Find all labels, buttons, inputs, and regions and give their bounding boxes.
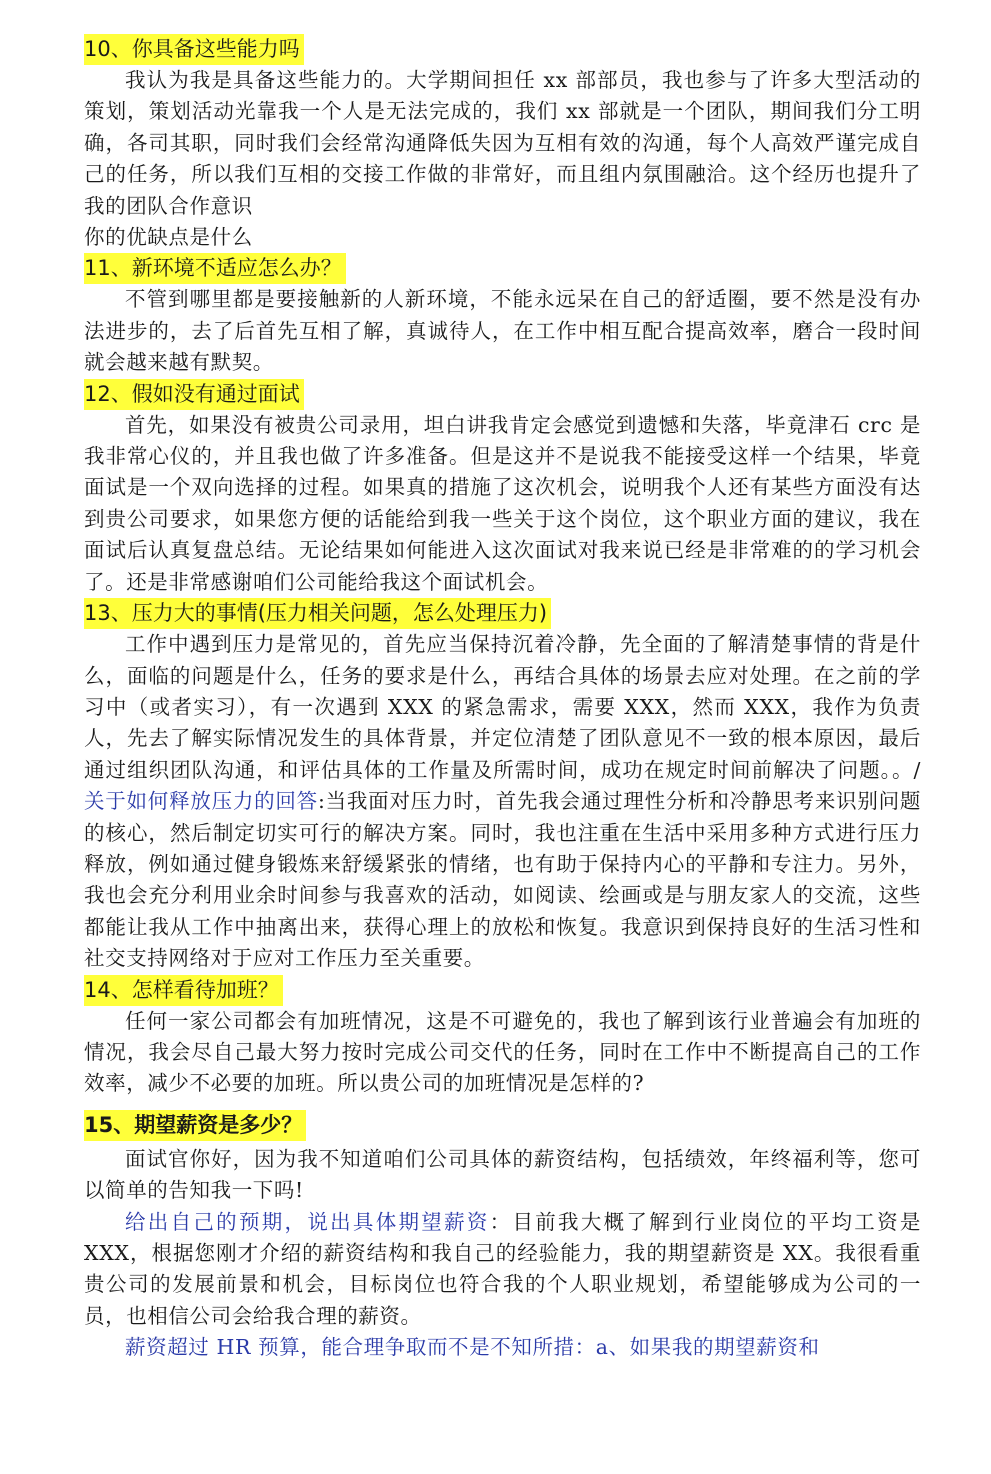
section-q14: [84, 975, 921, 1100]
question-heading: 13、压力大的事情(压力相关问题，怎么处理压力): [84, 598, 551, 629]
answer-text: :当我面对压力时，首先我会通过理性分析和冷静思考来识别问题的核心，然后制定切实可行的解决方案。同时，我也注重在生活中采用多种方式进行压力释放，例如通过健身锻炼来舒缓紧张的情绪，也有助于保持内心的平静和专注力。另外，我也会充分利用业余时间参与我喜欢的活动，如阅读、绘画或是与朋友家人的交流，这些都能让我从工作中抽离出来，获得心理上的放松和恢复。我意识到保持良好的生活习性和社交支持网络对于应对工作压力至关重要。: [84, 789, 921, 971]
section-q12: [84, 379, 921, 598]
blue-subheading: 给出自己的预期，说出具体期望薪资: [125, 1209, 490, 1234]
answer-paragraph: 我认为我是具备这些能力的。大学期间担任 xx 部部员，我也参与了许多大型活动的策划，策划活动光靠我一个人是无法完成的，我们 xx 部就是一个团队，期间我们分工明确，各司其职，同时我们会经常沟通降低失因为互相有效的沟通，每个人高效严谨完成自己的任务，所以我们互相的交接工作做的非常好，而且组内氛围融洽。这个经历也提升了我的团队合作意识: [84, 68, 921, 218]
answer-paragraph: 任何一家公司都会有加班情况，这是不可避免的，我也了解到该行业普遍会有加班的情况，我会尽自己最大努力按时完成公司交代的任务，同时在工作中不断提高自己的工作效率，减少不必要的加班。所以贵公司的加班情况是怎样的?: [84, 1008, 921, 1096]
section-q10: [84, 34, 921, 253]
question-line: 你的优缺点是什么: [84, 225, 253, 250]
question-heading: 15、期望薪资是多少？: [84, 1110, 306, 1141]
blue-subheading: 薪资超过 HR 预算，能合理争取而不是不知所措：a、如果我的期望薪资和: [125, 1335, 820, 1360]
section-q11: [84, 253, 921, 378]
answer-paragraph: 首先，如果没有被贵公司录用，坦白讲我肯定会感觉到遗憾和失落，毕竟津石 crc 是我非常心仪的，并且我也做了许多准备。但是这并不是说我不能接受这样一个结果，毕竟面试是一个双向选择的过程。如果真的措施了这次机会，说明我个人还有某些方面没有达到贵公司要求，如果您方便的话能给到我一些关于这个岗位，这个职业方面的建议，我在面试后认真复盘总结。无论结果如何能进入这次面试对我来说已经是非常难的的学习机会了。还是非常感谢咱们公司能给我这个面试机会。: [84, 412, 921, 594]
answer-text: 工作中遇到压力是常见的，首先应当保持沉着冷静，先全面的了解清楚事情的背是什么，面临的问题是什么，任务的要求是什么，再结合具体的场景去应对处理。在之前的学习中（或者实习），有一次遇到 XXX 的紧急需求，需要 XXX，然而 XXX，我作为负责人，先去了解实际情况发生的具体背景，并定位清楚了团队意见不一致的根本原因，最后通过组织团队沟通，和评估具体的工作量及所需时间，成功在规定时间前解决了问题。。/: [84, 632, 921, 782]
blue-subheading: 关于如何释放压力的回答: [84, 789, 318, 814]
question-heading: 12、假如没有通过面试: [84, 379, 304, 410]
section-q13: [84, 598, 921, 974]
answer-text: ：目前我大概了解到行业岗位的平均工资是 XXX，根据您刚才介绍的薪资结构和我自己的经验能力，我的期望薪资是 XX。我很看重贵公司的发展前景和机会，目标岗位也符合我的个人职业规划，希望能够成为公司的一员，也相信公司会给我合理的薪资。: [84, 1209, 921, 1328]
answer-paragraph: 不管到哪里都是要接触新的人新环境，不能永远呆在自己的舒适圈，要不然是没有办法进步的，去了后首先互相了解，真诚待人，在工作中相互配合提高效率，磨合一段时间就会越来越有默契。: [84, 287, 921, 375]
section-q15: [84, 1110, 921, 1364]
question-heading: 14、怎样看待加班？: [84, 975, 283, 1006]
answer-paragraph: 面试官你好，因为我不知道咱们公司具体的薪资结构，包括绩效，年终福利等，您可以简单的告知我一下吗!: [84, 1146, 921, 1203]
question-heading: 11、新环境不适应怎么办？: [84, 253, 346, 284]
answer-paragraph: [84, 1207, 921, 1333]
answer-paragraph: [84, 629, 921, 974]
question-heading: 10、你具备这些能力吗: [84, 34, 304, 65]
